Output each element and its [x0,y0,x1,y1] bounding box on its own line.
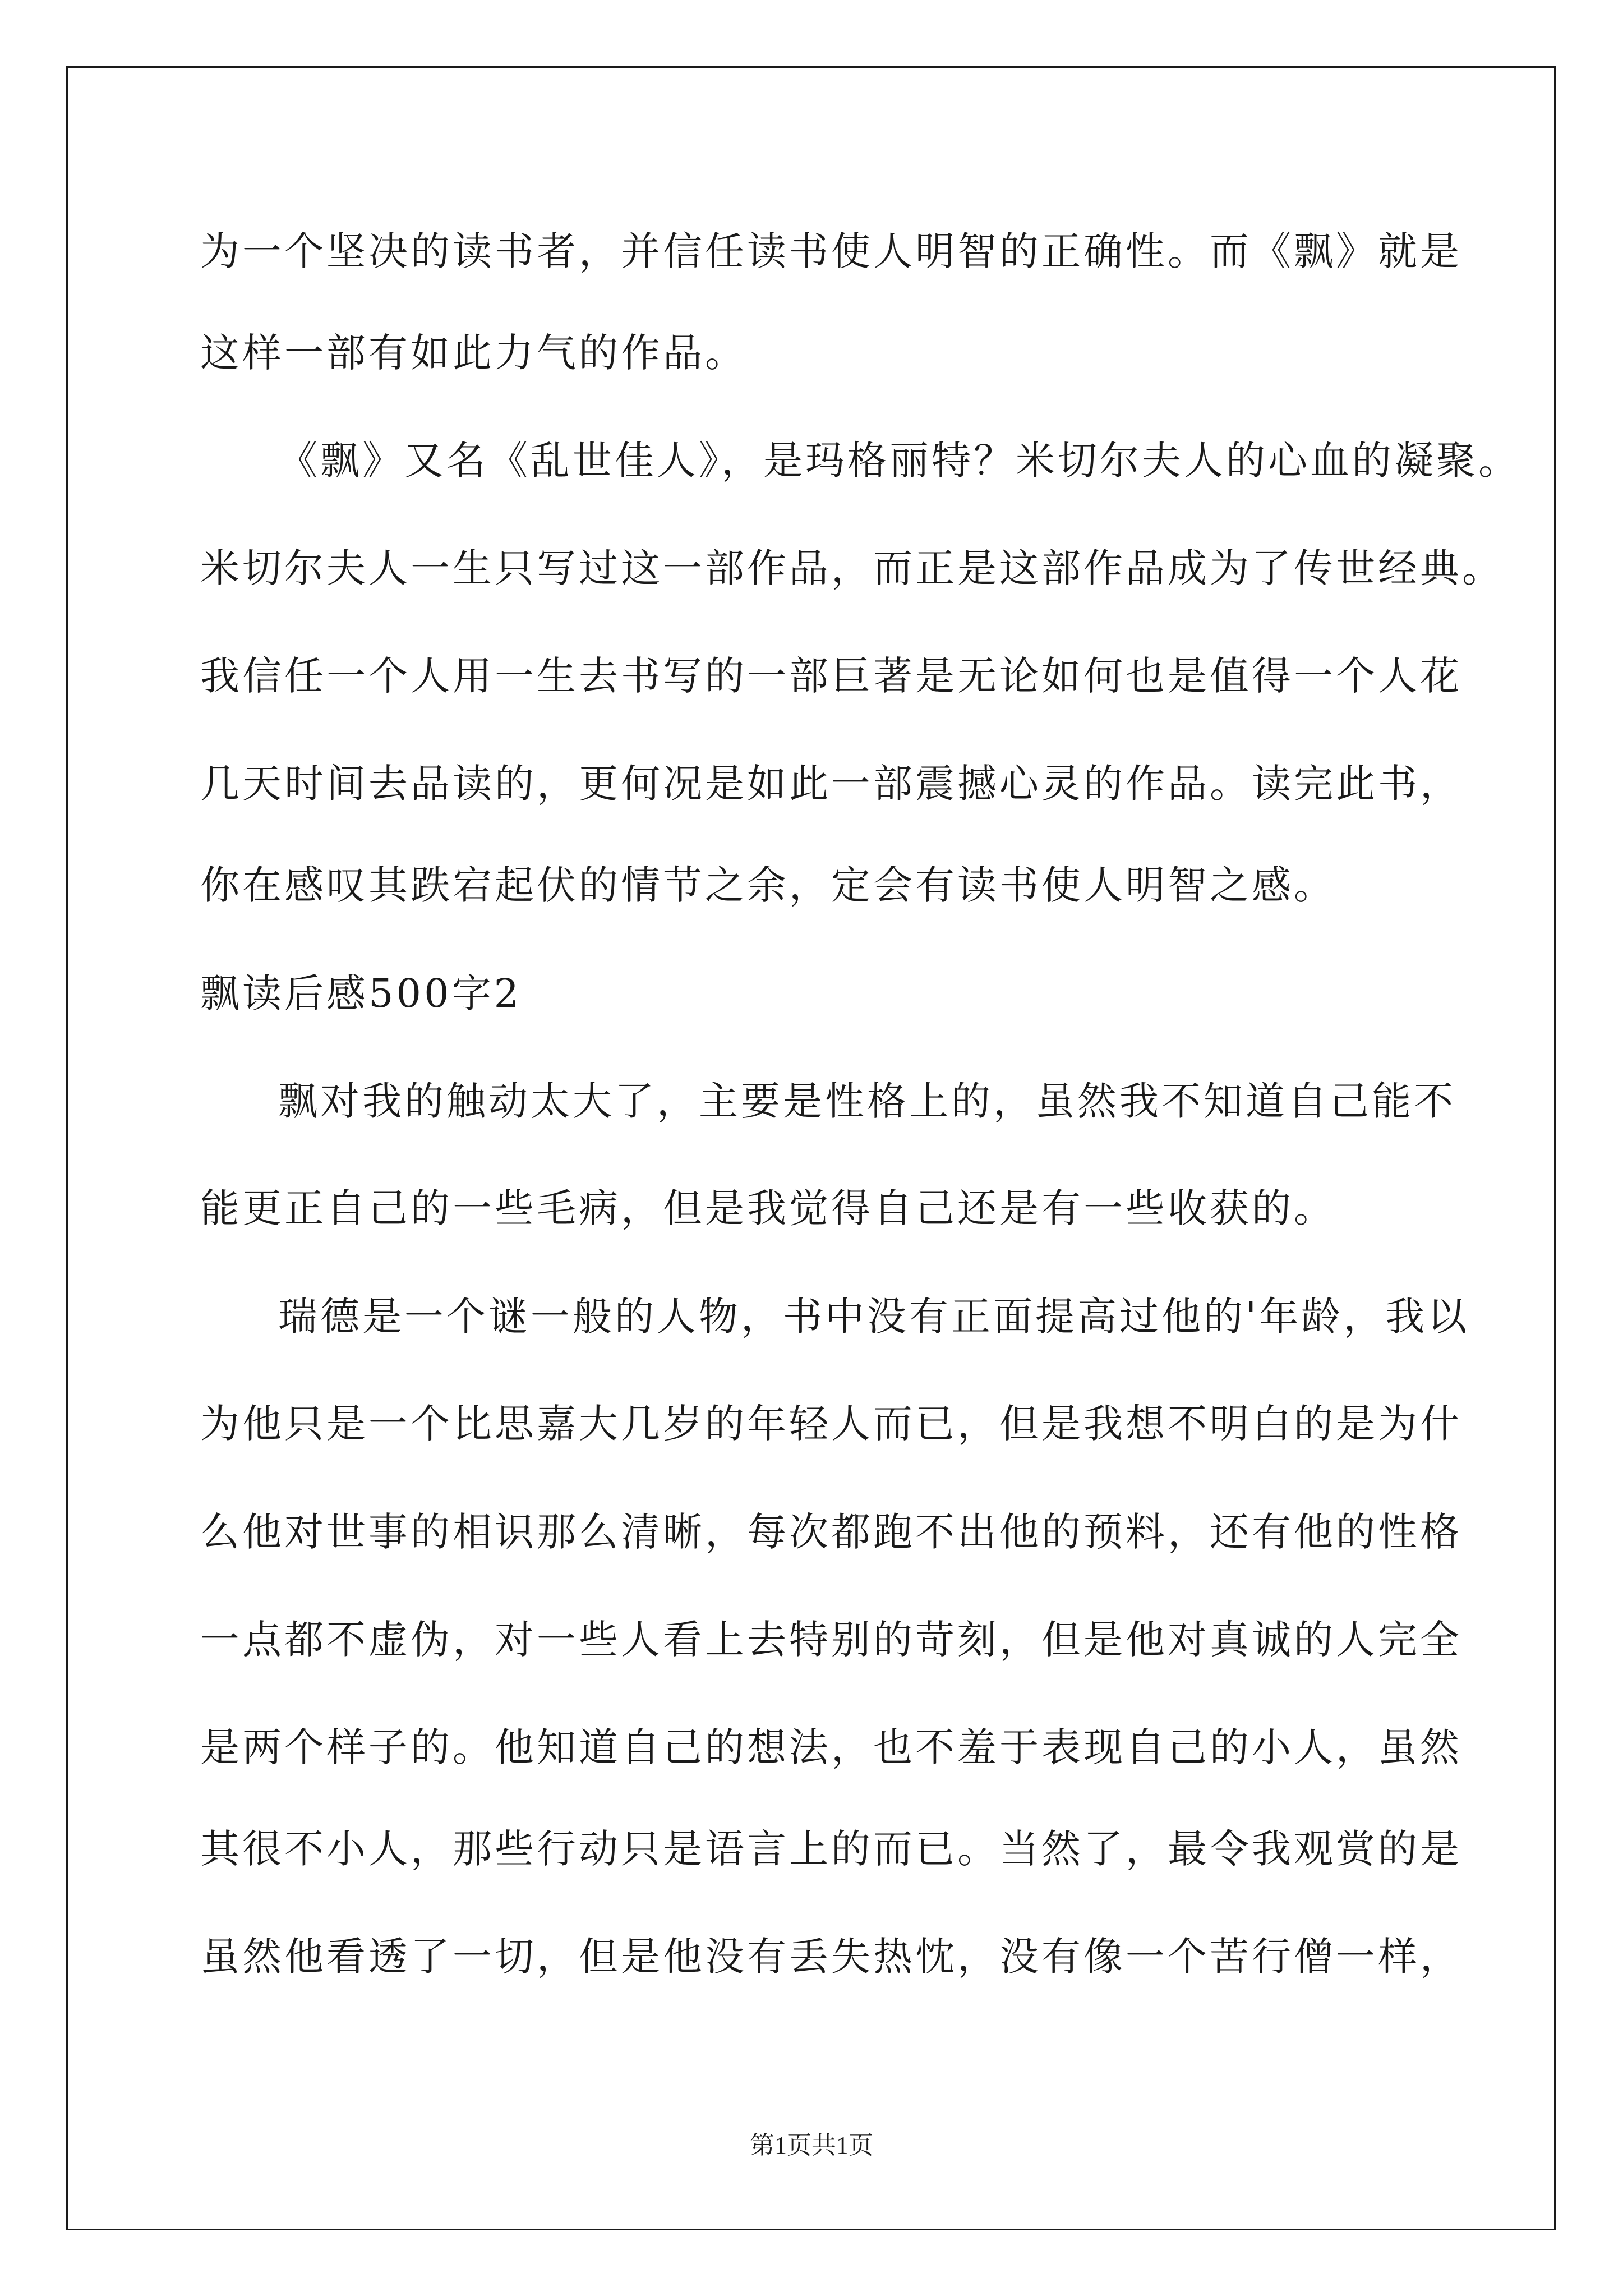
page-footer [0,2129,1623,2162]
body-line: 这样一部有如此力气的作品。 [200,330,747,376]
body-line: 么他对世事的相识那么清晰，每次都跑不出他的预料，还有他的性格 [200,1509,1462,1555]
body-line: 我信任一个人用一生去书写的一部巨著是无论如何也是值得一个人花 [200,653,1462,699]
body-line: 其很不小人，那些行动只是语言上的而已。当然了，最令我观赏的是 [200,1826,1462,1872]
body-line: 为他只是一个比思嘉大几岁的年轻人而已，但是我想不明白的是为什 [200,1401,1462,1447]
page-number: 第1页 [750,2132,811,2159]
body-line: 一点都不虚伪，对一些人看上去特别的苛刻，但是他对真诚的人完全 [200,1617,1462,1663]
body-line: 是两个样子的。他知道自己的想法，也不羞于表现自己的小人，虽然 [200,1724,1462,1770]
body-line: 几天时间去品读的，更何况是如此一部震撼心灵的作品。读完此书， [200,761,1462,807]
body-line: 你在感叹其跌宕起伏的情节之余，定会有读书使人明智之感。 [200,862,1336,908]
body-line: 《飘》又名《乱世佳人》，是玛格丽特？米切尔夫人的心血的凝聚。 [278,438,1520,484]
body-line: 飘对我的触动太大了，主要是性格上的，虽然我不知道自己能不 [278,1078,1456,1124]
body-line: 能更正自己的一些毛病，但是我觉得自己还是有一些收获的。 [200,1185,1336,1231]
page-border [66,66,1556,2230]
body-line: 为一个坚决的读书者，并信任读书使人明智的正确性。而《飘》就是 [200,228,1462,274]
body-line: 瑞德是一个谜一般的人物，书中没有正面提高过他的'年龄，我以 [278,1294,1470,1340]
body-line: 米切尔夫人一生只写过这一部作品，而正是这部作品成为了传世经典。 [200,545,1504,591]
page-total: 共1页 [811,2132,873,2159]
section-heading: 飘读后感500字2 [200,970,522,1016]
body-line: 虽然他看透了一切，但是他没有丢失热忱，没有像一个苦行僧一样， [200,1934,1462,1980]
